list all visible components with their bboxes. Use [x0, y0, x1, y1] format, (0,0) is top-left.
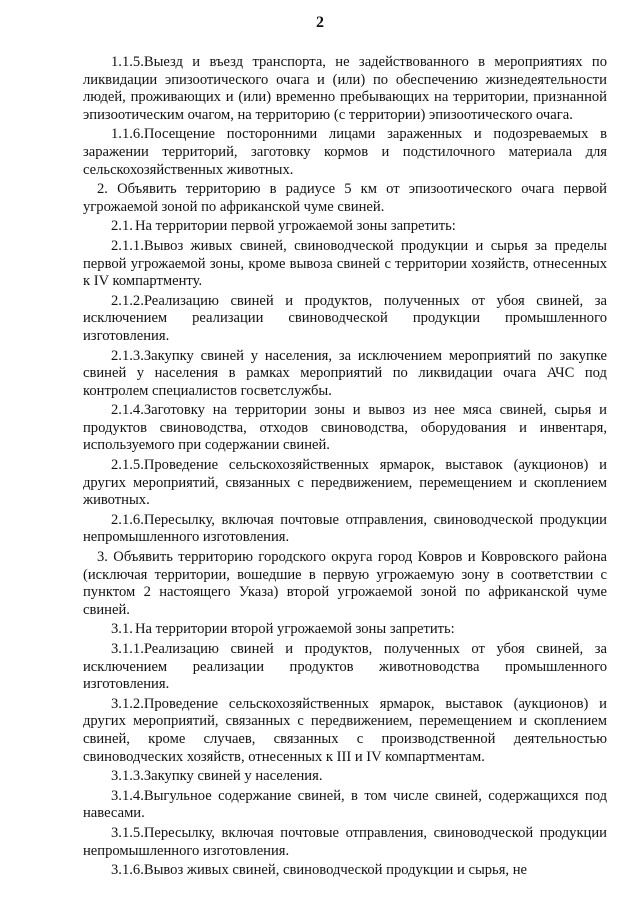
clause-text: Пересылку, включая почтовые отправления, свиноводческой продукции непромышленного изготовления. — [83, 511, 607, 546]
clause-number: 2. — [97, 181, 108, 198]
clause-3-1-3 — [83, 768, 607, 786]
clause-number: 2.1.3. — [111, 347, 144, 364]
page-number: 2 — [316, 14, 324, 31]
clause-text: Вывоз живых свиней, свиноводческой продукции и сырья за пределы первой угрожаемой зоны, кроме вывоза свиней с территории хозяйств, отнесенных к IV компартменту. — [83, 237, 607, 290]
clause-number: 3.1.2. — [111, 695, 144, 712]
clause-2-1 — [83, 218, 607, 236]
clause-2-1-2 — [83, 293, 607, 346]
clause-2-1-6 — [83, 512, 607, 547]
clause-number: 1.1.5. — [111, 54, 144, 70]
clause-number: 3.1.5. — [111, 824, 144, 841]
clause-text: Проведение сельскохозяйственных ярмарок, выставок (аукционов) и других мероприятий, связанных с передвижением, перемещением и скоплением свиней, кроме случаев, связанных с производственной деятельностью свиноводческих хозяйств, отнесенных к III и IV компартментам. — [83, 695, 607, 765]
clause-number: 2.1.4. — [111, 402, 144, 419]
clause-text: Выгульное содержание свиней, в том числе свиней, содержащихся под навесами. — [83, 787, 607, 822]
clause-number: 2.1.5. — [111, 457, 144, 474]
clause-text: Реализацию свиней и продуктов, полученных от убоя свиней, за исключением реализации свиноводческой продукции промышленного изготовления. — [83, 292, 607, 344]
clause-2-1-5 — [83, 457, 607, 510]
clause-number: 2.1.6. — [111, 511, 144, 528]
clause-3 — [83, 549, 607, 619]
clause-number: 3. — [97, 549, 108, 566]
clause-text: Объявить территорию городского округа город Ковров и Ковровского района (исключая территории, вошедшие в первую угрожаемую зону в соответствии с пунктом 2 настоящего Указа) второй угрожаемой зоной по африканской чуме свиней. — [83, 549, 607, 618]
clause-number: 3.1.1. — [111, 641, 144, 657]
clause-2-1-1 — [83, 238, 607, 291]
clause-text: На территории второй угрожаемой зоны запретить: — [135, 621, 455, 638]
clause-number: 2.1.1. — [111, 237, 144, 254]
clause-1-1-5 — [83, 54, 607, 124]
clause-text: Реализацию свиней и продуктов, полученных от убоя свиней, за исключением реализации продуктов животноводства промышленного изготовления. — [83, 641, 607, 693]
clause-3-1-4 — [83, 788, 607, 823]
clause-3-1-5 — [83, 825, 607, 860]
clause-number: 3.1. — [111, 621, 133, 638]
clause-text: Пересылку, включая почтовые отправления, свиноводческой продукции непромышленного изготовления. — [83, 824, 607, 859]
clause-text: Проведение сельскохозяйственных ярмарок, выставок (аукционов) и других мероприятий, связанных с передвижением, перемещением и скоплением животных. — [83, 457, 607, 509]
clause-text: На территории первой угрожаемой зоны запретить: — [135, 218, 456, 235]
clause-3-1-2 — [83, 696, 607, 766]
clause-number: 3.1.6. — [111, 862, 144, 879]
clause-2-1-4 — [83, 402, 607, 455]
clause-number: 3.1.3. — [111, 768, 144, 785]
clause-2 — [83, 181, 607, 216]
clause-number: 1.1.6. — [111, 126, 144, 143]
clause-text: Выезд и въезд транспорта, не задействованного в мероприятиях по ликвидации эпизоотического очага и (или) по обеспечению жизнедеятельности людей, проживающих и (или) временно пребывающих на территории, признанной эпизоотическим очагом, на территорию (с территории) эпизоотического очага. — [83, 54, 607, 123]
clause-text: Вывоз живых свиней, свиноводческой продукции и сырья, не — [143, 862, 527, 879]
clause-number: 2.1.2. — [111, 292, 144, 309]
clause-2-1-3 — [83, 348, 607, 401]
clause-3-1 — [83, 621, 607, 639]
clause-text: Объявить территорию в радиусе 5 км от эпизоотического очага первой угрожаемой зоной по африканской чуме свиней. — [83, 181, 607, 215]
clause-3-1-1 — [83, 641, 607, 694]
clause-text: Закупку свиней у населения, за исключением мероприятий по закупке свиней у населения в рамках мероприятий по ликвидации очага АЧС под контролем специалистов госветслужбы. — [83, 347, 607, 399]
clause-text: Заготовку на территории зоны и вывоз из нее мяса свиней, сырья и продуктов свиноводства, отходов свиноводства, оборудования и инвентаря, используемого при содержании свиней. — [83, 402, 607, 454]
clause-text: Закупку свиней у населения. — [143, 768, 323, 785]
clause-number: 2.1. — [111, 218, 133, 235]
clause-number: 3.1.4. — [111, 787, 144, 804]
document-body — [83, 54, 607, 882]
clause-text: Посещение посторонними лицами зараженных и подозреваемых в заражении территорий, заготовку кормов и подстилочного материала для сельскохозяйственных животных. — [83, 126, 607, 178]
clause-1-1-6 — [83, 126, 607, 179]
clause-3-1-6 — [83, 862, 607, 880]
